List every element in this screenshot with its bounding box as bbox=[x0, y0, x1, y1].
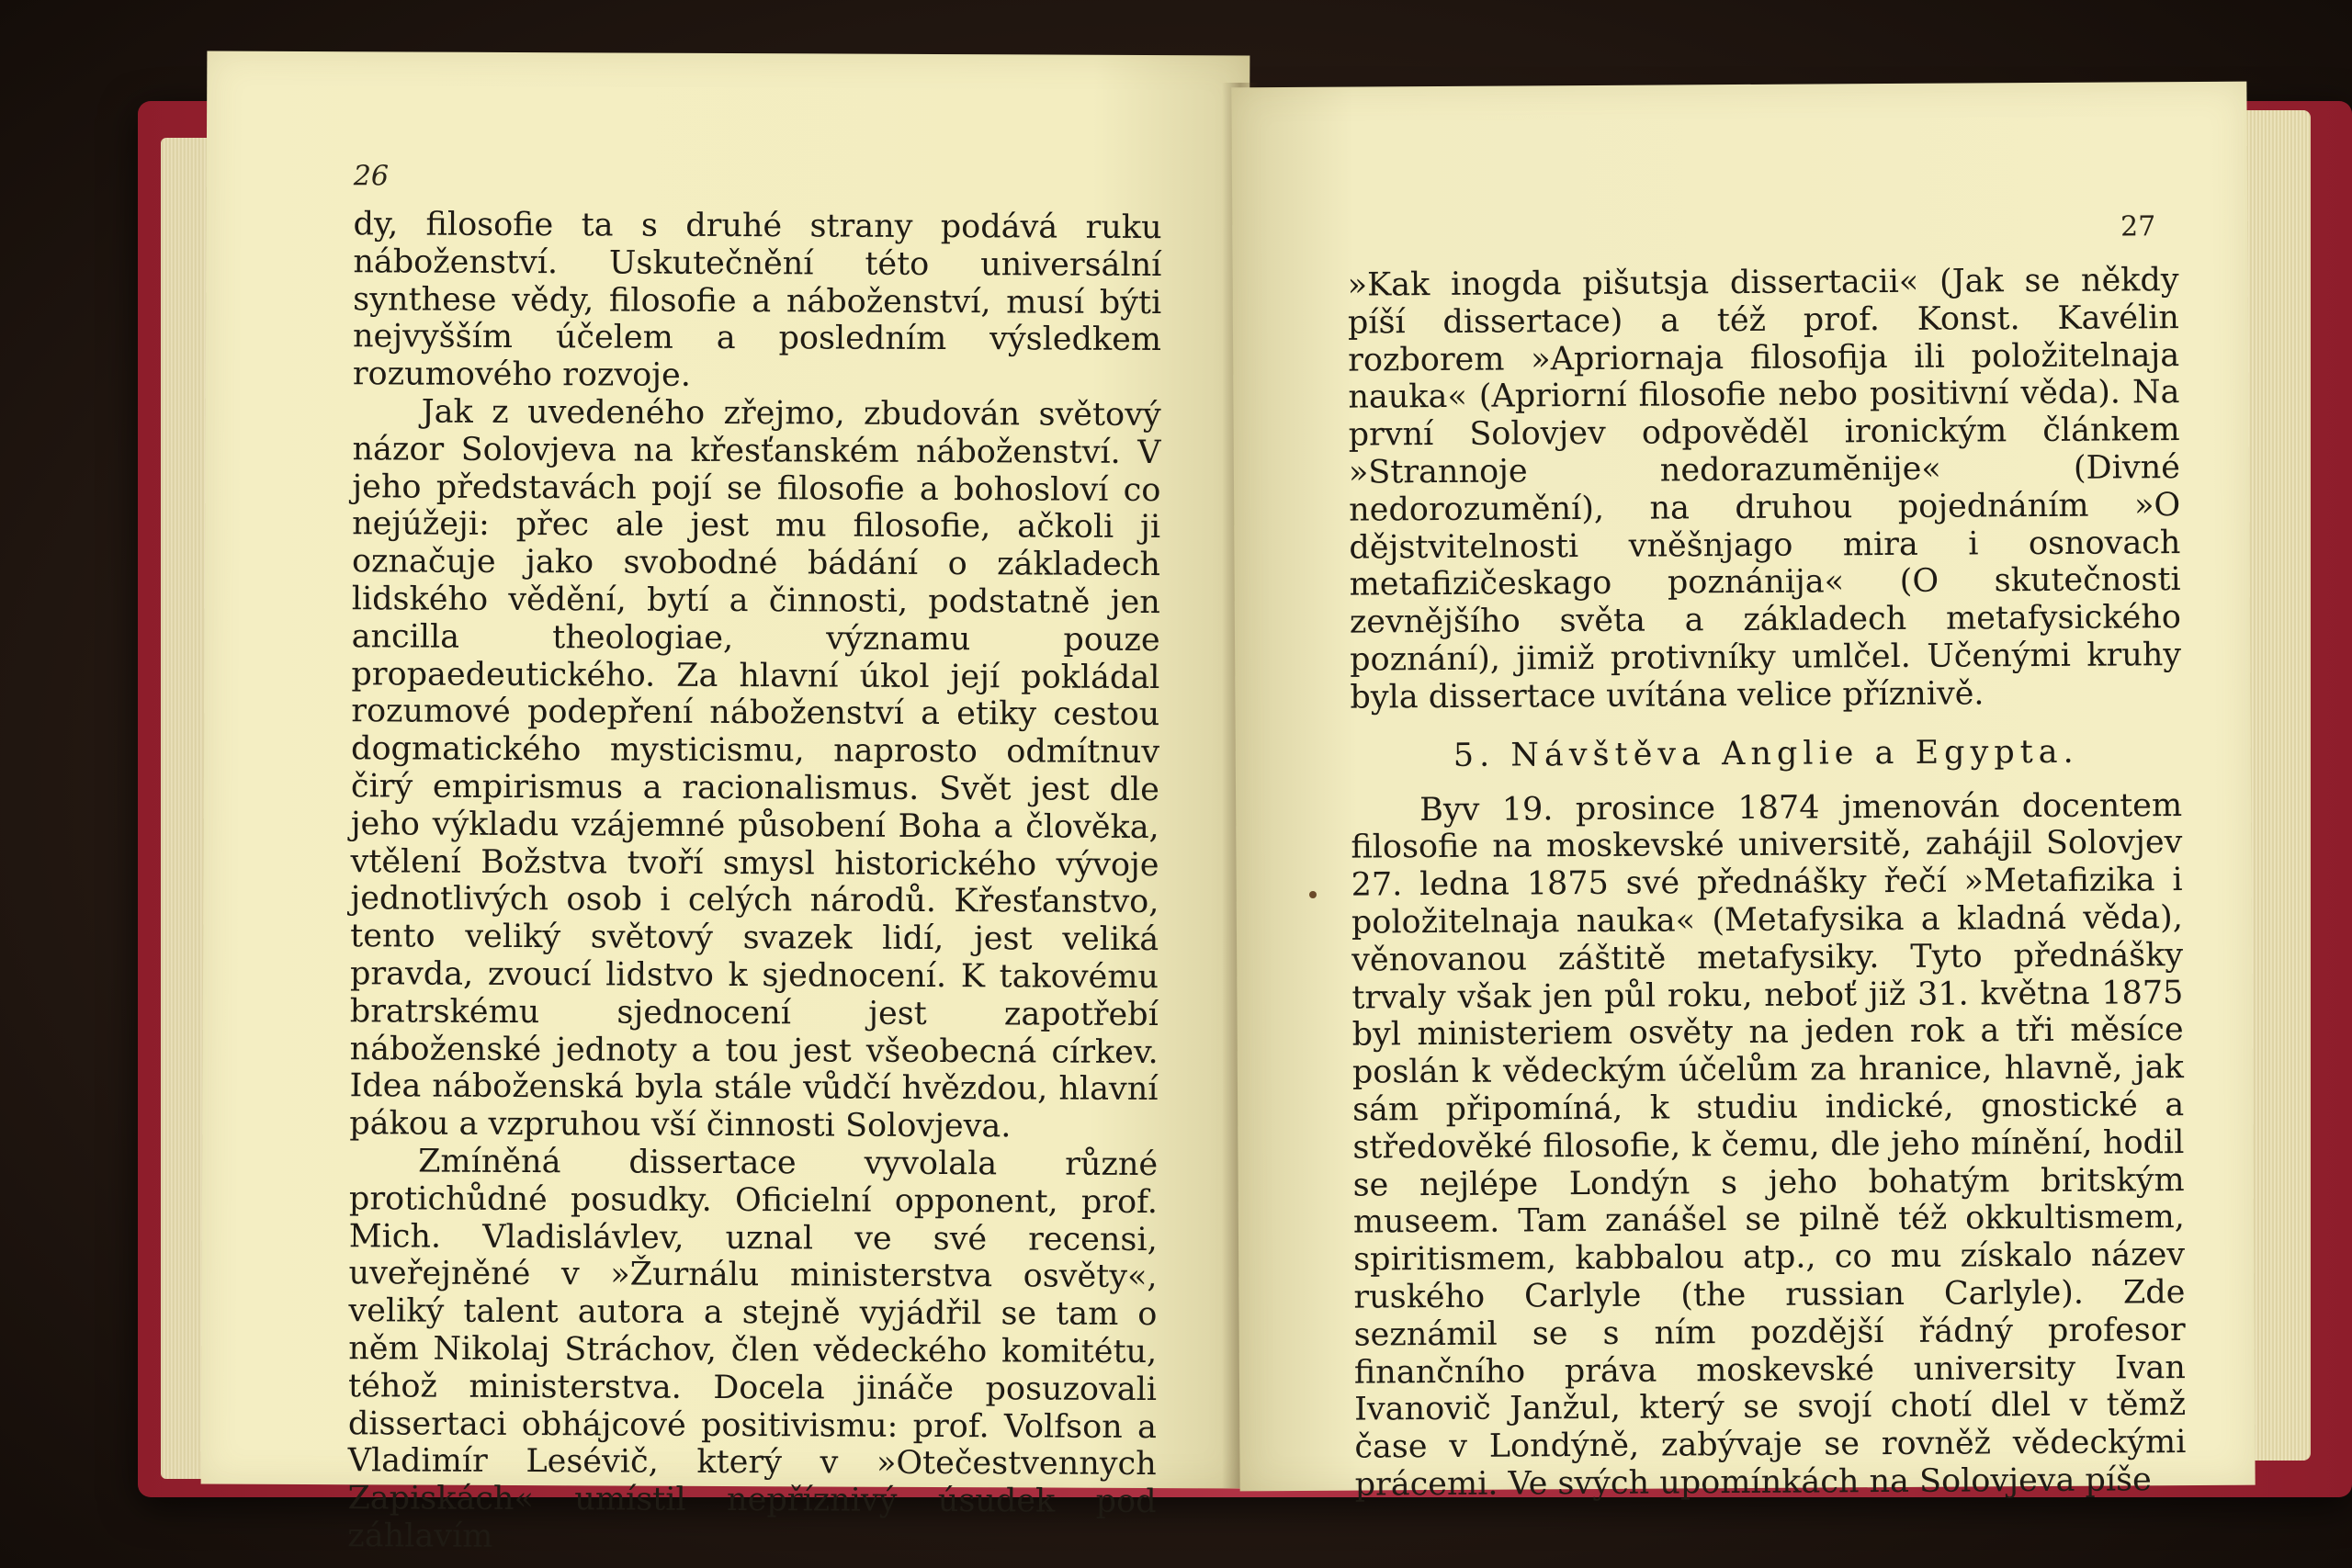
paragraph: »Kak inogda pišutsja dissertacii« (Jak se někdy píší dissertace) a též prof. Konst. Kavélin rozborem »Apriornaja filosofija ili položitelnaja nauka« (Apriorní filosofie nebo positivní věda). Na první Solovjev odpověděl ironickým článkem »Strannoje nedorazumĕnije« (Divné nedorozumění), na druhou pojednáním »O dějstvitelnosti vněšnjago mira i osnovach metafizičeskago poznánija« (O skutečnosti zevnějšího světa a základech metafysického poznání), jimiž protivníky umlčel. Učenými kruhy byla dissertace uvítána velice příznivě. bbox=[1347, 262, 2182, 716]
right-page-text bbox=[1348, 262, 2187, 1504]
paragraph: Zmíněná dissertace vyvolala různé protichůdné posudky. Oficielní opponent, prof. Mich. Vladislávlev, uznal ve své recensi, uveřejněné v »Žurnálu ministerstva osvěty«, veliký talent autora a stejně vyjádřil se tam o něm Nikolaj Stráchov, člen vědeckého komitétu, téhož ministerstva. Docela jináče posuzovali dissertaci obhájcové positivismu: prof. Volfson a Vladimír Lesévič, který v »Otečestvennych Zapiskách« umístil nepříznivý úsudek pod záhlavím bbox=[347, 1143, 1159, 1555]
paragraph: dy, filosofie ta s druhé strany podává ruku náboženství. Uskutečnění této universální synthese vědy, filosofie a náboženství, musí býti nejvyšším účelem a posledním výsledkem rozumového rozvoje. bbox=[352, 206, 1162, 395]
paragraph: Byv 19. prosince 1874 jmenován docentem filosofie na moskevské universitě, zahájil Solovjev 27. ledna 1875 své přednášky řečí »Metafizika i položitelnaja nauka« (Metafysika a kladná věda), věnovanou záštitě metafysiky. Tyto přednášky trvaly však jen půl roku, neboť již 31. května 1875 byl ministeriem osvěty na jeden rok a tři měsíce poslán k vědeckým účelům za hranice, hlavně, jak sám připomíná, k studiu indické, gnostické a středověké filosofie, k čemu, dle jeho mínění, hodil se nejlépe Londýn s jeho bohatým britským museem. Tam zanášel se pilně též okkultismem, spiritismem, kabbalou atp., co mu získalo název ruského Carlyle (the russian Carlyle). Zde seznámil se s ním pozdější řádný profesor finančního práva moskevské university Ivan Ivanovič Janžul, který se svojí chotí dlel v těmž čase v Londýně, zabývaje se rovněž vědeckými prácemi. Ve svých upomínkách na Solovjeva píše bbox=[1351, 786, 2187, 1504]
right-page bbox=[1231, 82, 2255, 1504]
page-number-left: 26 bbox=[353, 160, 390, 193]
page-number-right: 27 bbox=[2120, 210, 2156, 243]
paper-spot bbox=[1309, 891, 1317, 898]
left-page bbox=[201, 51, 1250, 1555]
section-heading: 5. Návštěva Anglie a Egypta. bbox=[1453, 733, 2079, 774]
left-page-text bbox=[347, 206, 1161, 1559]
paragraph: Jak z uvedeného zřejmo, zbudován světový názor Solovjeva na křesťanském náboženství. V jeho představách pojí se filosofie a bohosloví co nejúžeji: přec ale jest mu filosofie, ačkoli ji označuje jako svobodné bádání o základech lidského vědění, bytí a činnosti, podstatně jen ancilla theologiae, významu pouze propaedeutického. Za hlavní úkol její pokládal rozumové podepření náboženství a etiky cestou dogmatického mysticismu, naprosto odmítnuv čirý empirismus a racionalismus. Svět jest dle jeho výkladu vzájemné působení Boha a člověka, vtělení Božstva tvoří smysl historického vývoje jednotlivých osob i celých národů. Křesťanstvo, tento veliký světový svazek lidí, jest veliká pravda, zvoucí lidstvo k sjednocení. K takovému bratrskému sjednocení jest zapotřebí náboženské jednoty a tou jest všeobecná církev. Idea náboženská byla stále vůdčí hvězdou, hlavní pákou a vzpruhou vší činnosti Solovjeva. bbox=[349, 393, 1161, 1145]
